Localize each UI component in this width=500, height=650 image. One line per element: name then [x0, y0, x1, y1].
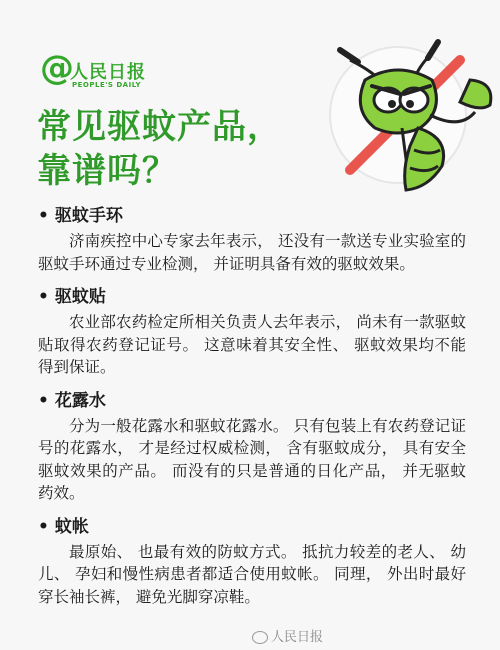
- page-title: [37, 105, 282, 193]
- section-title-text: 驱蚊贴: [54, 287, 106, 307]
- watermark-text: 人民日报: [271, 630, 324, 645]
- section-title: [38, 389, 466, 413]
- section-title: [38, 204, 466, 228]
- brand-logo: [40, 48, 170, 92]
- bullet: •: [38, 390, 49, 411]
- section-body: 济南疾控中心专家去年表示， 还没有一款送专业实验室的驱蚊手环通过专业检测， 并证明具备有效的驱蚊效果。: [38, 232, 466, 273]
- section-wristband: [38, 204, 466, 275]
- weibo-icon: [252, 631, 268, 644]
- section-title-text: 驱蚊手环: [54, 206, 123, 226]
- title-line-1: 常见驱蚊产品，: [37, 107, 282, 147]
- section-patch: [38, 285, 466, 379]
- brand-at-sign: @: [40, 48, 74, 88]
- section-title: [38, 515, 466, 539]
- section-title: [38, 285, 466, 309]
- title-line-2: 靠谱吗？: [37, 151, 177, 191]
- section-body: 农业部农药检定所相关负责人去年表示， 尚未有一款驱蚊贴取得农药登记证号。 这意味着其安全性、 驱蚊效果均不能得到保证。: [38, 313, 466, 376]
- bullet: •: [38, 516, 49, 537]
- watermark: [252, 626, 323, 645]
- section-title-text: 花露水: [54, 390, 106, 411]
- content: [38, 204, 466, 618]
- bullet: •: [38, 206, 49, 226]
- section-florida-water: [38, 389, 466, 505]
- brand-name: 人民日报: [70, 62, 146, 83]
- section-mosquito-net: [38, 515, 466, 609]
- section-title-text: 蚊帐: [54, 516, 89, 537]
- mosquito-no-sign-icon: [310, 20, 500, 205]
- brand-english: PEOPLE'S DAILY: [72, 81, 142, 89]
- bullet: •: [38, 287, 49, 307]
- section-body: 分为一般花露水和驱蚊花露水。 只有包装上有农药登记证号的花露水， 才是经过权威检测， 含有驱蚊成分， 具有安全驱蚊效果的产品。 而没有的只是普通的日化产品， 并无驱蚊药效。: [38, 416, 466, 502]
- section-body: 最原始、 也最有效的防蚊方式。 抵抗力较差的老人、 幼儿、 孕妇和慢性病患者都适合使用蚊帐。 同理， 外出时最好穿长袖长裤， 避免光脚穿凉鞋。: [38, 542, 466, 606]
